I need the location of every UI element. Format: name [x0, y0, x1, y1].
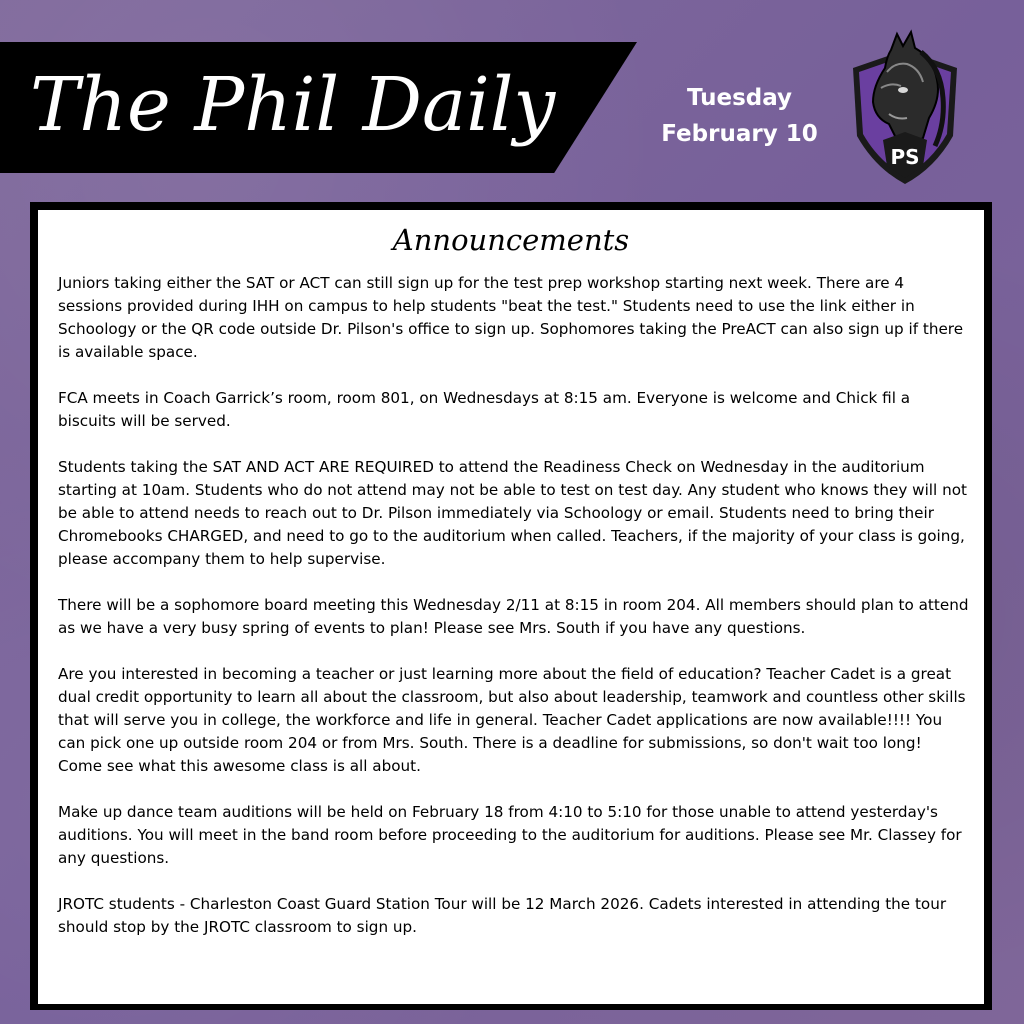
announcement-item: Are you interested in becoming a teacher or just learning more about the field of education? Teacher Cadet is a great dual credit opportunity to learn all about the classroom, but also about leadership, teamwork and countless other skills that will serve you in college, the workforce and life in general. Teacher Cadet applications are now available!!!! You can pick one up outside room 204 or from Mrs. South. There is a deadline for submissions, so don't wait too long! Come see what this awesome class is all about.: [58, 665, 966, 775]
date-block: [652, 80, 827, 152]
announcement-item: Make up dance team auditions will be held on February 18 from 4:10 to 5:10 for those unable to attend yesterday's auditions. You will meet in the band room before proceeding to the auditorium for auditions. Please see Mr. Classey for any questions.: [58, 803, 962, 867]
announcement-item: Juniors taking either the SAT or ACT can still sign up for the test prep workshop starting next week. There are 4 sessions provided during IHH on campus to help students "beat the test." Students need to use the link either in Schoology or the QR code outside Dr. Pilson's office to sign up. Sophomores taking the PreACT can also sign up if there is available space.: [58, 274, 964, 361]
date-label: February 10: [661, 121, 818, 147]
announcement-item: FCA meets in Coach Garrick’s room, room 801, on Wednesdays at 8:15 am. Everyone is welcome and Chick fil a biscuits will be served.: [58, 389, 911, 430]
announcement-item: Students taking the SAT AND ACT ARE REQUIRED to attend the Readiness Check on Wednesday in the auditorium starting at 10am. Students who do not attend may not be able to test on test day. Any student who knows they will not be able to attend needs to reach out to Dr. Pilson immediately via Schoology or email. Students need to bring their Chromebooks CHARGED, and need to go to the auditorium when called. Teachers, if the majority of your class is going, please accompany them to help supervise.: [58, 458, 967, 568]
logo-text: PS: [890, 145, 920, 169]
announcement-item: JROTC students - Charleston Coast Guard Station Tour will be 12 March 2026. Cadets interested in attending the tour should stop by the JROTC classroom to sign up.: [58, 895, 947, 936]
announcements-list: [58, 272, 970, 962]
announcement-item: There will be a sophomore board meeting this Wednesday 2/11 at 8:15 in room 204. All members should plan to attend as we have a very busy spring of events to plan! Please see Mrs. South if you have any questions.: [58, 596, 969, 637]
mustang-shield-icon: [845, 28, 965, 188]
page-title: The Phil Daily: [30, 62, 556, 148]
announcements-heading: Announcements: [392, 223, 630, 257]
weekday-label: Tuesday: [686, 85, 793, 111]
